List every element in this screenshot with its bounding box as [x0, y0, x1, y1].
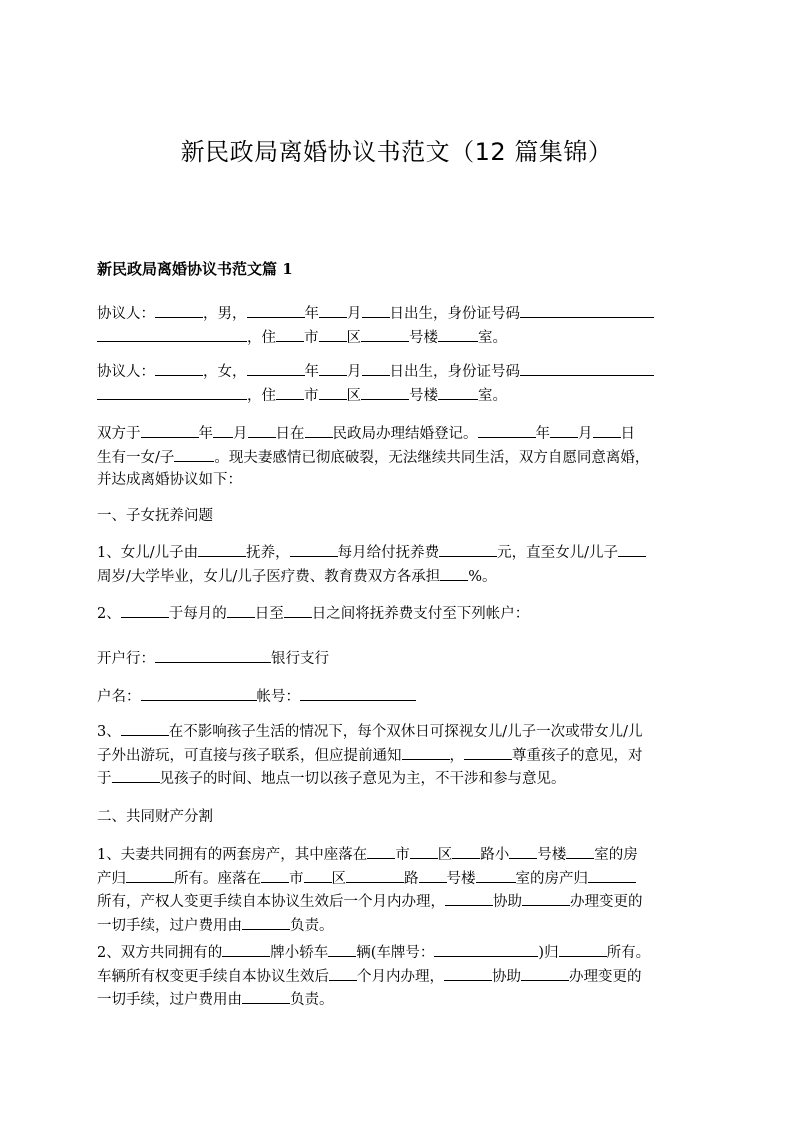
blank-line: [141, 422, 199, 438]
text: 抚养，: [246, 545, 290, 561]
text: 办理变更的: [570, 894, 643, 910]
blank-line: [112, 767, 160, 783]
text: 日之间将抚养费支付至下列帐户：: [311, 606, 530, 622]
text: 帐号：: [256, 689, 300, 705]
text: 一切手续，过户费用由: [97, 992, 242, 1008]
text: 所有，产权人变更手续自本协议生效后一个月内办理，: [97, 894, 445, 910]
blank-line: [509, 843, 537, 859]
blank-line: [276, 326, 304, 342]
text: 子外出游玩，可直接与孩子联系，但应提前通知: [97, 747, 402, 764]
text: ，女，: [203, 364, 247, 380]
blank-line: [367, 843, 395, 859]
blank-line: [439, 541, 497, 557]
child-support-paragraph: [97, 541, 699, 588]
text: ，男，: [203, 306, 247, 322]
blank-line: [588, 867, 636, 883]
blank-line: [438, 384, 478, 400]
document-title: 新民政局离婚协议书范文（12 篇集锦）: [180, 138, 613, 166]
blank-line: [227, 602, 255, 618]
text: 见孩子的时间、地点一切以孩子意见为主，不干涉和参与意见。: [159, 771, 566, 787]
blank-line: [434, 941, 538, 957]
blank-line: [97, 326, 247, 342]
blank-line: [242, 914, 290, 930]
text: 年: [198, 426, 213, 442]
payment-paragraph: [97, 602, 699, 626]
text: 尊重孩子的意见，对: [512, 747, 643, 764]
text: 协议人：: [97, 364, 155, 380]
blank-line: [559, 941, 607, 957]
text: 1、夫妻共同拥有的两套房产，其中座落在: [97, 847, 368, 863]
party-1-paragraph: [97, 302, 699, 349]
blank-line: [304, 867, 332, 883]
blank-line: [452, 843, 480, 859]
blank-line: [141, 685, 257, 701]
blank-line: [520, 360, 654, 376]
text: 车辆所有权变更手续自本协议生效后: [97, 968, 329, 985]
blank-line: [213, 422, 233, 438]
text: 协议人：: [97, 306, 155, 322]
blank-line: [222, 941, 270, 957]
text: 月: [347, 364, 362, 380]
blank-line: [362, 302, 390, 318]
text: 2、双方共同拥有的: [97, 945, 223, 961]
blank-line: [566, 843, 594, 859]
blank-line: [276, 384, 304, 400]
text: 办理变更的: [569, 968, 642, 985]
text: 号楼: [537, 847, 567, 863]
text: 并达成离婚协议如下：: [97, 472, 242, 488]
blank-line: [478, 422, 536, 438]
text: 于: [97, 771, 112, 787]
text: 区: [346, 387, 361, 404]
bank-paragraph: [97, 647, 699, 671]
text: 路小: [480, 847, 510, 863]
blank-line: [247, 302, 305, 318]
text: 生有一女/子: [97, 449, 175, 466]
text: 协助: [493, 894, 522, 910]
text: 民政局办理结婚登记。: [332, 426, 478, 442]
text: ，住: [247, 329, 276, 346]
text: 牌小轿车: [270, 945, 329, 961]
text: 月: [347, 306, 362, 322]
blank-line: [476, 867, 516, 883]
blank-line: [290, 541, 338, 557]
blank-line: [464, 744, 512, 760]
blank-line: [155, 647, 271, 663]
section-1-heading: 一、子女抚养问题: [97, 508, 213, 524]
text: 市: [304, 329, 319, 346]
text: 市: [304, 387, 319, 404]
text: 市: [289, 870, 304, 887]
text: 市: [395, 847, 410, 863]
text: 日在: [275, 426, 305, 442]
text: 双方于: [97, 426, 141, 442]
blank-line: [242, 988, 290, 1004]
text: 负责。: [290, 992, 334, 1008]
property-paragraph: [97, 843, 699, 937]
blank-line: [319, 384, 347, 400]
text: 周岁/大学毕业，女儿/儿子医疗费、教育费双方各承担: [97, 568, 441, 585]
blank-line: [121, 602, 169, 618]
blank-line: [155, 302, 203, 318]
blank-line: [329, 965, 357, 981]
blank-line: [319, 360, 347, 376]
text: 区: [346, 329, 361, 346]
text: 元，直至女儿/儿子: [497, 545, 619, 561]
blank-line: [593, 422, 621, 438]
text: 辆(车牌号：: [356, 945, 435, 961]
text: 室。: [478, 329, 507, 346]
text: 2、: [97, 606, 121, 622]
text: 户名：: [97, 689, 141, 705]
marriage-paragraph: [97, 422, 699, 492]
blank-line: [319, 326, 347, 342]
blank-line: [121, 720, 169, 736]
text: 月: [233, 426, 248, 442]
blank-line: [247, 360, 305, 376]
section-heading: 新民政局离婚协议书范文篇 1: [97, 260, 293, 278]
text: 日出生，身份证号码: [389, 364, 520, 380]
text: %。: [468, 568, 497, 585]
text: 月: [578, 426, 593, 442]
text: 室的房: [594, 847, 638, 863]
blank-line: [361, 326, 409, 342]
text: 所有。: [606, 945, 651, 961]
blank-line: [284, 602, 312, 618]
blank-line: [248, 422, 276, 438]
text: 年: [304, 306, 319, 322]
text: ，住: [247, 387, 276, 404]
blank-line: [362, 360, 390, 376]
text: 区: [331, 870, 346, 887]
blank-line: [440, 565, 468, 581]
blank-line: [419, 867, 447, 883]
blank-line: [174, 446, 214, 462]
blank-line: [300, 685, 416, 701]
text: 号楼: [409, 329, 438, 346]
text: 个月内办理，: [357, 968, 444, 985]
blank-line: [618, 541, 646, 557]
text: 协助: [492, 968, 521, 985]
text: 负责。: [290, 917, 334, 934]
text: 每月给付抚养费: [337, 545, 440, 561]
party-2-paragraph: [97, 360, 699, 407]
text: 区: [437, 847, 453, 863]
vehicle-paragraph: [97, 941, 699, 1012]
text: 一切手续，过户费用由: [97, 917, 242, 934]
blank-line: [305, 422, 333, 438]
text: 年: [535, 426, 550, 442]
blank-line: [550, 422, 578, 438]
blank-line: [445, 890, 493, 906]
text: 日至: [254, 606, 284, 622]
blank-line: [346, 867, 404, 883]
account-paragraph: [97, 685, 699, 709]
visitation-paragraph: [97, 720, 699, 791]
text: 号楼: [409, 387, 438, 404]
blank-line: [155, 360, 203, 376]
text: 产归: [97, 870, 126, 887]
blank-line: [97, 384, 247, 400]
blank-line: [402, 744, 450, 760]
text: 开户行：: [97, 651, 155, 667]
blank-line: [328, 941, 356, 957]
blank-line: [438, 326, 478, 342]
text: 号楼: [446, 870, 476, 887]
blank-line: [126, 867, 174, 883]
blank-line: [521, 965, 569, 981]
blank-line: [198, 541, 246, 557]
text: 3、: [97, 724, 121, 740]
text: 于每月的: [168, 606, 227, 622]
text: 室的房产归: [515, 870, 588, 887]
text: )归: [538, 945, 559, 961]
section-2-heading: 二、共同财产分割: [97, 809, 213, 825]
text: 路: [404, 870, 419, 887]
text: 在不影响孩子生活的情况下，每个双休日可探视女儿/儿子一次或带女儿/儿: [168, 724, 643, 740]
blank-line: [444, 965, 492, 981]
text: 银行支行: [271, 651, 329, 667]
blank-line: [522, 890, 570, 906]
blank-line: [261, 867, 289, 883]
blank-line: [520, 302, 654, 318]
blank-line: [410, 843, 438, 859]
text: 日: [620, 426, 635, 442]
text: ，: [449, 747, 464, 764]
text: 所有。座落在: [174, 870, 261, 887]
text: 日出生，身份证号码: [389, 306, 520, 322]
blank-line: [319, 302, 347, 318]
text: 年: [304, 364, 319, 380]
text: 1、女儿/儿子由: [97, 545, 199, 561]
text: 。现夫妻感情已彻底破裂，无法继续共同生活，双方自愿同意离婚，: [214, 449, 650, 466]
text: 室。: [478, 387, 507, 404]
blank-line: [361, 384, 409, 400]
